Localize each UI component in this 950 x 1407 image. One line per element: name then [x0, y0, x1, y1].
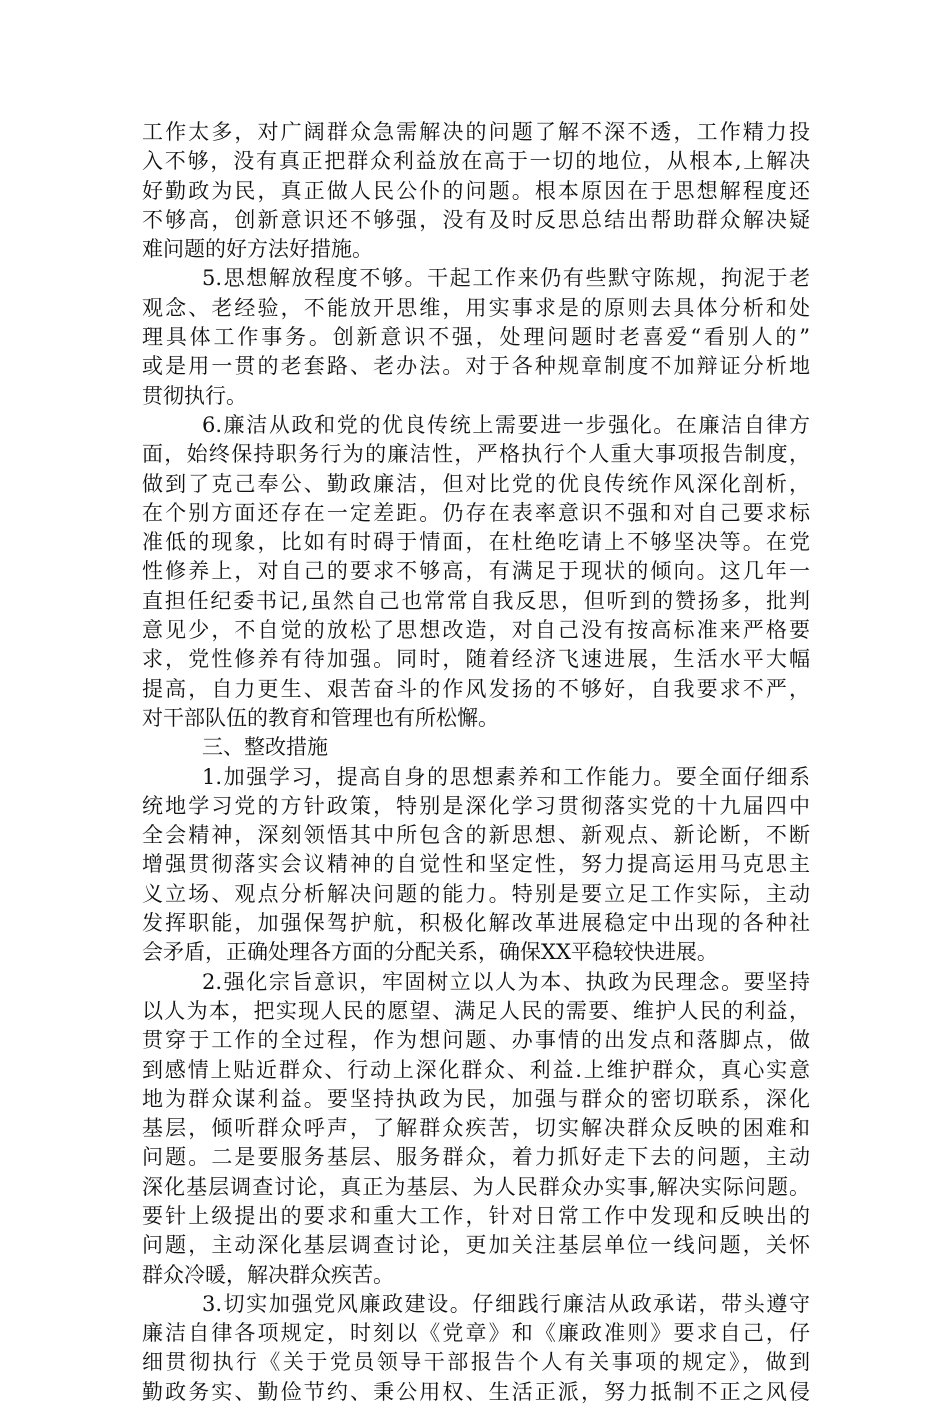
text-line: 到感情上贴近群众、行动上深化群众、利益.上维护群众，真心实意 [142, 1057, 810, 1082]
text-line: 统地学习党的方针政策，特别是深化学习贯彻落实党的十九届四中 [142, 793, 810, 818]
text-line: 问题，主动深化基层调查讨论，更加关注基层单位一线问题，关怀 [142, 1233, 810, 1258]
text-line: 2.强化宗旨意识，牢固树立以人为本、执政为民理念。要坚持 [202, 969, 810, 994]
text-line: 理具体工作事务。创新意识不强，处理问题时老喜爱“看别人的” [142, 325, 810, 350]
text-line: 难问题的好方法好措施。 [142, 237, 373, 262]
text-line: 三、整改措施 [202, 735, 328, 760]
text-line: 对干部队伍的教育和管理也有所松懈。 [142, 705, 499, 730]
text-line: 提高，自力更生、艰苦奋斗的作风发扬的不够好，自我要求不严， [142, 676, 810, 701]
text-line: 细贯彻执行《关于党员领导干部报告个人有关事项的规定》，做到 [142, 1350, 810, 1375]
text-line: 贯穿于工作的全过程，作为想问题、办事情的出发点和落脚点，做 [142, 1028, 810, 1053]
text-line: 群众冷暖，解决群众疾苦。 [142, 1262, 394, 1287]
text-line: 求，党性修养有待加强。同时，随着经济飞速进展，生活水平大幅 [142, 647, 810, 672]
text-line: 准低的现象，比如有时碍于情面，在杜绝吃请上不够坚决等。在党 [142, 530, 810, 555]
text-line: 工作太多，对广阔群众急需解决的问题了解不深不透，工作精力投 [142, 120, 810, 144]
text-line: 性修养上，对自己的要求不够高，有满足于现状的倾向。这几年一 [142, 559, 810, 584]
text-line: 5.思想解放程度不够。干起工作来仍有些默守陈规，拘泥于老 [202, 266, 810, 291]
text-line: 好勤政为民，真正做人民公仆的问题。根本原因在于思想解程度还 [142, 178, 810, 203]
text-line: 直担任纪委书记,虽然自己也常常自我反思，但听到的赞扬多，批判 [142, 588, 810, 613]
text-line: 地为群众谋利益。要坚持执政为民，加强与群众的密切联系，深化 [142, 1086, 810, 1111]
text-line: 问题。二是要服务基层、服务群众，着力抓好走下去的问题，主动 [142, 1145, 810, 1170]
text-line: 深化基层调查讨论，真正为基层、为人民群众办实事,解决实际问题。 [142, 1174, 810, 1199]
document-body [142, 118, 810, 1407]
text-line: 勤政务实、勤俭节约、秉公用权、生活正派，努力抵制不正之风侵 [142, 1379, 810, 1404]
text-line: 3.切实加强党风廉政建设。仔细践行廉洁从政承诺，带头遵守 [202, 1291, 810, 1316]
text-line: 意见少，不自觉的放松了思想改造，对自己没有按高标准来严格要 [142, 618, 810, 643]
text-line: 以人为本，把实现人民的愿望、满足人民的需要、维护人民的利益， [142, 998, 810, 1023]
text-line: 1.加强学习，提高自身的思想素养和工作能力。要全面仔细系 [202, 764, 810, 789]
text-line: 义立场、观点分析解决问题的能力。特别是要立足工作实际，主动 [142, 881, 810, 906]
text-line: 或是用一贯的老套路、老办法。对于各种规章制度不加辩证分析地 [142, 354, 810, 379]
text-line: 观念、老经验，不能放开思维，用实事求是的原则去具体分析和处 [142, 295, 810, 320]
text-line: 不够高，创新意识还不够强，没有及时反思总结出帮助群众解决疑 [142, 207, 810, 232]
text-line: 贯彻执行。 [142, 383, 247, 408]
text-line: 面，始终保持职务行为的廉洁性，严格执行个人重大事项报告制度， [142, 442, 810, 467]
text-line: 增强贯彻落实会议精神的自觉性和坚定性，努力提高运用马克思主 [142, 852, 810, 877]
text-line: 发挥职能，加强保驾护航，积极化解改革进展稳定中出现的各种社 [142, 911, 810, 936]
text-line: 入不够，没有真正把群众利益放在高于一切的地位，从根本,上解决 [142, 149, 810, 174]
text-line: 基层，倾听群众呼声，了解群众疾苦，切实解决群众反映的困难和 [142, 1116, 810, 1141]
text-line: 全会精神，深刻领悟其中所包含的新思想、新观点、新论断，不断 [142, 823, 810, 848]
text-line: 会矛盾，正确处理各方面的分配关系，确保XX平稳较快进展。 [142, 940, 718, 965]
text-line: 廉洁自律各项规定，时刻以《党章》和《廉政准则》要求自己，仔 [142, 1321, 810, 1346]
text-line: 做到了克己奉公、勤政廉洁，但对比党的优良传统作风深化剖析， [142, 471, 810, 496]
text-line: 6.廉洁从政和党的优良传统上需要进一步强化。在廉洁自律方 [202, 412, 810, 437]
text-line: 在个别方面还存在一定差距。仍存在表率意识不强和对自己要求标 [142, 500, 810, 525]
text-line: 要针上级提出的要求和重大工作，针对日常工作中发现和反映出的 [142, 1203, 810, 1228]
